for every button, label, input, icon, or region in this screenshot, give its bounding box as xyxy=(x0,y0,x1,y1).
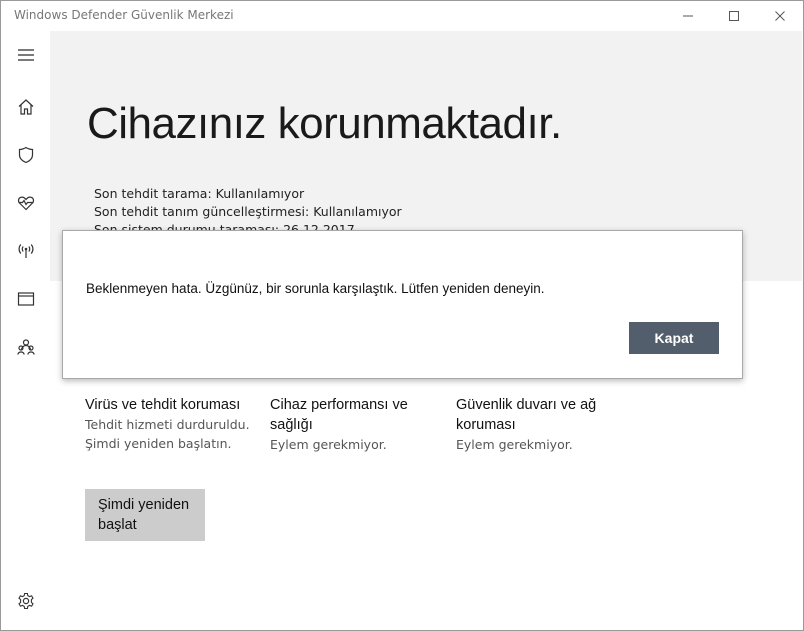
sidebar-item-virus-protection[interactable] xyxy=(1,131,50,179)
title-bar xyxy=(1,1,803,31)
dialog-close-button[interactable]: Kapat xyxy=(629,322,719,354)
error-dialog xyxy=(62,230,743,379)
card-device-health[interactable] xyxy=(270,395,440,454)
close-button[interactable] xyxy=(757,1,803,31)
sidebar-item-device-health[interactable] xyxy=(1,179,50,227)
card-title: Güvenlik duvarı ve ağ koruması xyxy=(456,397,597,433)
sidebar-item-settings[interactable] xyxy=(1,577,50,625)
card-title: Virüs ve tehdit koruması xyxy=(85,397,241,413)
page-title: Cihazınız korunmaktadır. xyxy=(87,99,562,148)
card-firewall[interactable] xyxy=(456,395,626,454)
hamburger-menu-icon xyxy=(17,48,35,62)
home-icon xyxy=(17,98,35,116)
status-line-definition-update: Son tehdit tanım güncelleştirmesi: Kullanılamıyor xyxy=(94,204,402,219)
minimize-icon xyxy=(682,10,694,22)
sidebar-item-app-browser[interactable] xyxy=(1,275,50,323)
heart-pulse-icon xyxy=(17,194,35,212)
restart-now-button[interactable]: Şimdi yeniden başlat xyxy=(85,489,205,541)
maximize-icon xyxy=(728,10,740,22)
wireless-signal-icon xyxy=(17,242,35,260)
sidebar-item-family[interactable] xyxy=(1,323,50,371)
status-line-last-scan: Son tehdit tarama: Kullanılamıyor xyxy=(94,186,305,201)
maximize-button[interactable] xyxy=(711,1,757,31)
sidebar xyxy=(1,31,50,630)
minimize-button[interactable] xyxy=(665,1,711,31)
dialog-message: Beklenmeyen hata. Üzgünüz, bir sorunla karşılaştık. Lütfen yeniden deneyin. xyxy=(86,281,545,296)
card-description: Eylem gerekmiyor. xyxy=(456,437,573,452)
sidebar-menu-button[interactable] xyxy=(1,31,50,79)
card-title: Cihaz performansı ve sağlığı xyxy=(270,397,408,433)
family-icon xyxy=(17,338,35,356)
browser-window-icon xyxy=(17,290,35,308)
sidebar-item-firewall[interactable] xyxy=(1,227,50,275)
sidebar-item-home[interactable] xyxy=(1,83,50,131)
gear-icon xyxy=(17,592,35,610)
card-description: Eylem gerekmiyor. xyxy=(270,437,387,452)
shield-icon xyxy=(17,146,35,164)
window-title: Windows Defender Güvenlik Merkezi xyxy=(14,8,234,22)
close-icon xyxy=(774,10,786,22)
card-description: Tehdit hizmeti durduruldu. Şimdi yeniden başlatın. xyxy=(85,417,250,451)
card-virus-protection[interactable] xyxy=(85,395,255,453)
